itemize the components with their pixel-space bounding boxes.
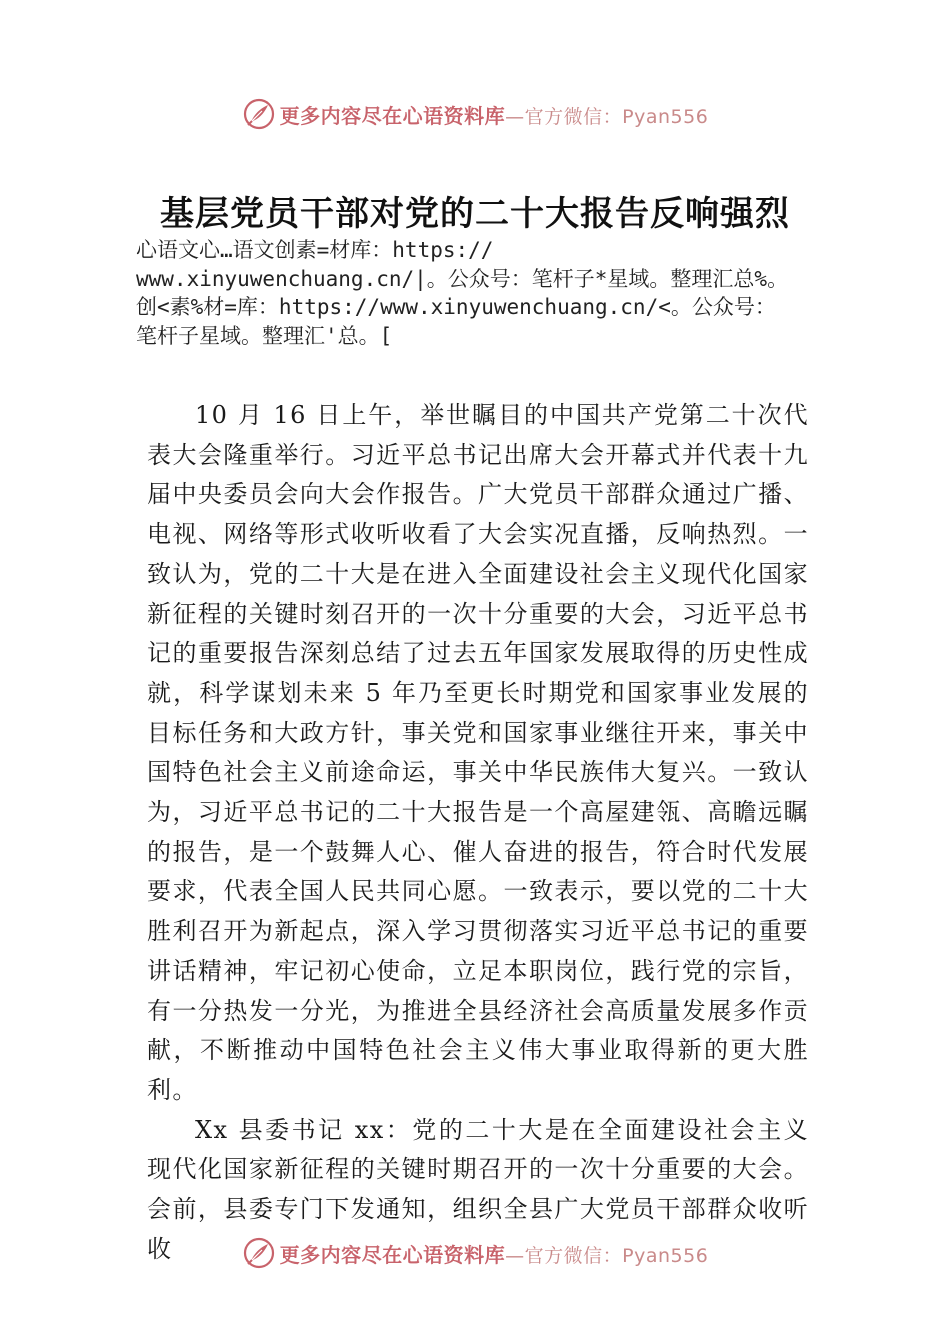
body-paragraph: 10 月 16 日上午，举世瞩目的中国共产党第二十次代表大会隆重举行。习近平总书记出席大会开幕式并代表十九届中央委员会向大会作报告。广大党员干部群众通过广播、电视、网络等形式收听收看了大会实况直播，反响热烈。一致认为，党的二十大是在进入全面建设社会主义现代化国家新征程的关键时刻召开的一次十分重要的大会，习近平总书记的重要报告深刻总结了过去五年国家发展取得的历史性成就，科学谋划未来 5 年乃至更长时期党和国家事业发展的目标任务和大政方针，事关党和国家事业继往开来，事关中国特色社会主义前途命运，事关中华民族伟大复兴。一致认为，习近平总书记的二十大报告是一个高屋建瓴、高瞻远瞩的报告，是一个鼓舞人心、催人奋进的报告，符合时代发展要求，代表全国人民共同心愿。一致表示，要以党的二十大胜利召开为新起点，深入学习贯彻落实习近平总书记的重要讲话精神，牢记初心使命，立足本职岗位，践行党的宗旨，有一分热发一分光，为推进全县经济社会高质量发展多作贡献，不断推动中国特色社会主义伟大事业取得新的更大胜利。 — [147, 401, 809, 1104]
watermark-line: 创<素%材=库：https://www.xinyuwenchuang.cn/<。公众号： — [136, 295, 776, 319]
footer-banner-text: 更多内容尽在心语资料库—官方微信：Pyan556 — [279, 1242, 709, 1267]
watermark-text — [136, 236, 936, 350]
watermark-line: www.xinyuwenchuang.cn/|。公众号：笔杆子*星域。整理汇总%。 — [136, 266, 789, 291]
watermark-line: 笔杆子星域。整理汇'总。[ — [136, 323, 393, 348]
header-banner-text: 更多内容尽在心语资料库—官方微信：Pyan556 — [279, 103, 709, 128]
header-banner — [0, 94, 950, 134]
feather-pen-icon — [242, 1236, 276, 1270]
page-title: 基层党员干部对党的二十大报告反响强烈 — [160, 194, 790, 234]
watermark-line: 心语文心…语文创素=材库：https:// — [136, 238, 494, 262]
feather-pen-icon — [242, 97, 276, 131]
footer-banner — [0, 1233, 950, 1273]
body-paragraph: Xx 县委书记 xx：党的二十大是在全面建设社会主义现代化国家新征程的关键时期召开的一次十分重要的大会。会前，县委专门下发通知，组织全县广大党员干部群众收听收 — [147, 1115, 809, 1263]
document-body — [147, 396, 809, 1269]
